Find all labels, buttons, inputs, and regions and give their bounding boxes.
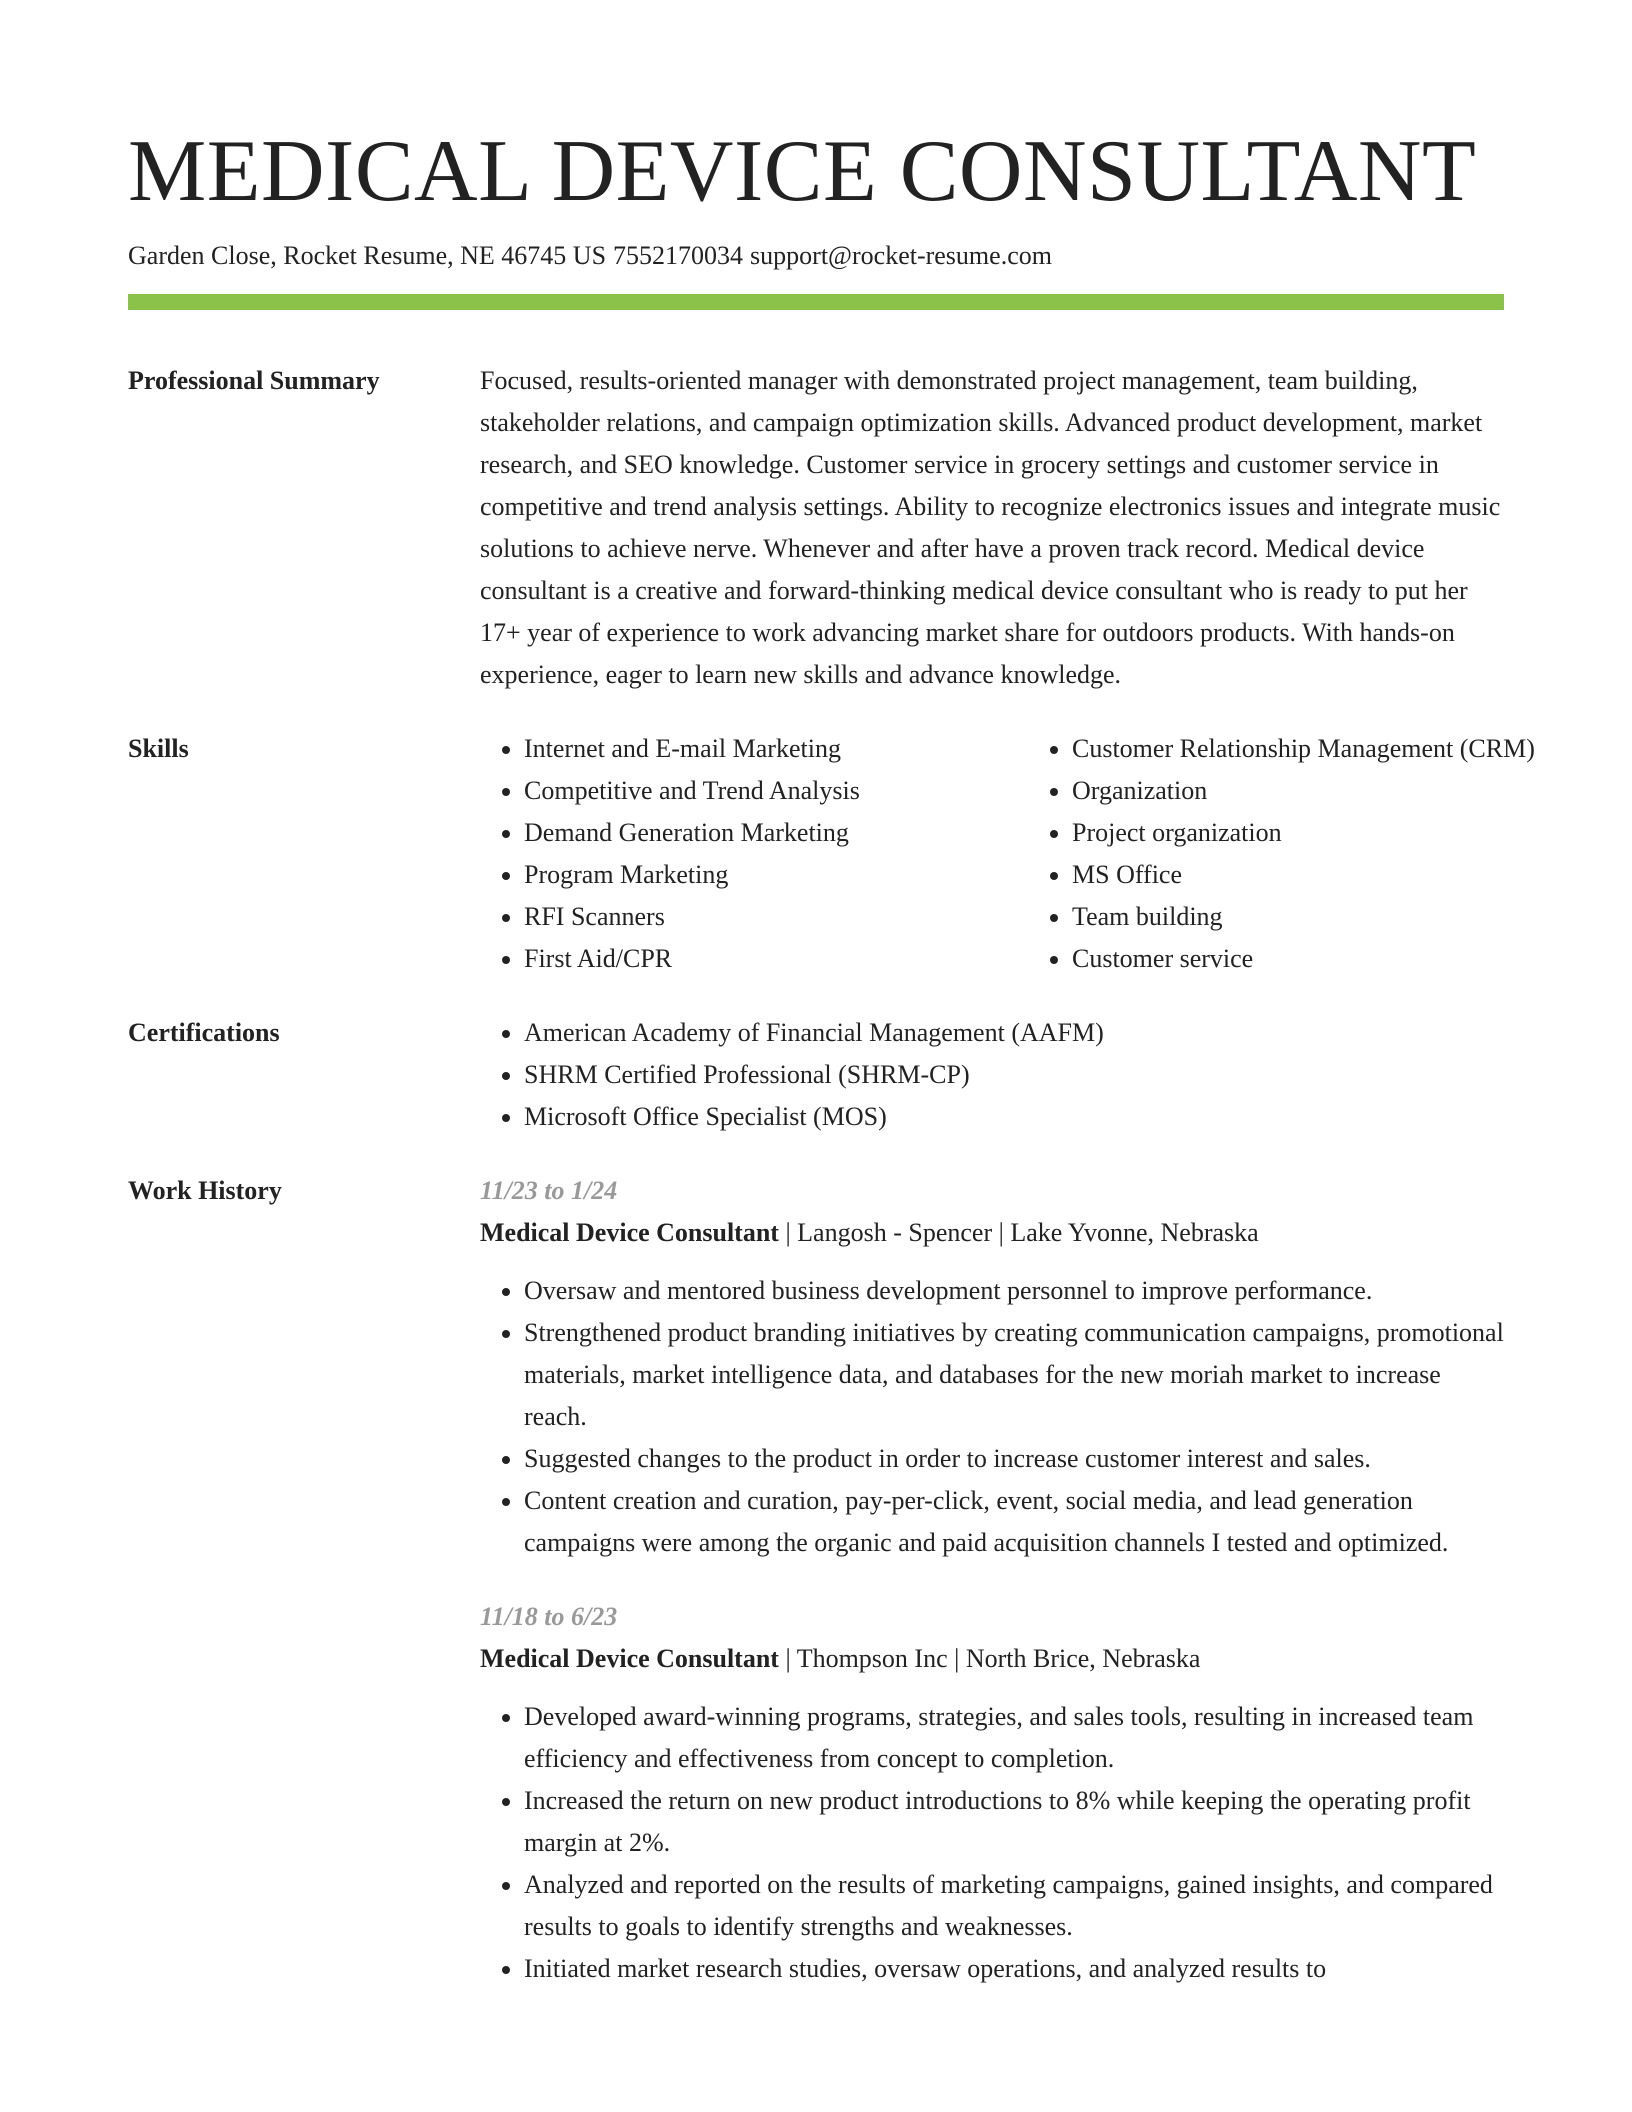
work-history-section xyxy=(128,1170,1504,1990)
address: Garden Close, Rocket Resume, NE 46745 US xyxy=(128,241,607,270)
job-bullet-list xyxy=(480,1696,1504,1990)
skill-item: • RFI Scanners xyxy=(524,896,1028,938)
job-heading xyxy=(480,1212,1504,1254)
job-details: | Thompson Inc | North Brice, Nebraska xyxy=(778,1644,1201,1673)
job-dates: 11/18 to 6/23 xyxy=(480,1602,618,1631)
certification-item: • American Academy of Financial Management (AAFM) xyxy=(524,1012,1504,1054)
job-bullet: • Suggested changes to the product in order to increase customer interest and sales. xyxy=(524,1438,1504,1480)
skills-section xyxy=(128,728,1535,980)
section-label-skills: Skills xyxy=(128,734,189,763)
certification-item: • SHRM Certified Professional (SHRM-CP) xyxy=(524,1054,1504,1096)
job-dates: 11/23 to 1/24 xyxy=(480,1176,618,1205)
candidate-name: MEDICAL DEVICE CONSULTANT xyxy=(128,123,1477,220)
skill-item: • Project organization xyxy=(1072,812,1576,854)
job-bullet: • Increased the return on new product introductions to 8% while keeping the operating profit margin at 2%. xyxy=(524,1780,1504,1864)
skill-item: • Customer service xyxy=(1072,938,1576,980)
skill-item: • MS Office xyxy=(1072,854,1576,896)
section-label-summary: Professional Summary xyxy=(128,366,380,395)
job-bullet: • Analyzed and reported on the results of marketing campaigns, gained insights, and compared results to goals to identify strengths and weaknesses. xyxy=(524,1864,1504,1948)
job-title: Medical Device Consultant xyxy=(480,1218,779,1247)
job-bullet-list xyxy=(480,1270,1504,1564)
job-heading xyxy=(480,1638,1504,1680)
skill-item: • Customer Relationship Management (CRM) xyxy=(1072,728,1576,770)
section-label-certifications: Certifications xyxy=(128,1018,280,1047)
certifications-section xyxy=(128,1012,1504,1138)
section-label-work-history: Work History xyxy=(128,1176,282,1205)
skills-list-left xyxy=(480,728,1028,980)
skill-item: • Demand Generation Marketing xyxy=(524,812,1028,854)
header-divider xyxy=(128,294,1504,310)
skills-list-right xyxy=(1028,728,1576,980)
skill-item: • Team building xyxy=(1072,896,1576,938)
job-entry xyxy=(480,1170,1504,1564)
skill-item: • Internet and E-mail Marketing xyxy=(524,728,1028,770)
phone: 7552170034 xyxy=(613,241,744,270)
job-bullet: • Initiated market research studies, oversaw operations, and analyzed results to xyxy=(524,1948,1504,1990)
job-details: | Langosh - Spencer | Lake Yvonne, Nebraska xyxy=(778,1218,1259,1247)
job-bullet: • Oversaw and mentored business development personnel to improve performance. xyxy=(524,1270,1504,1312)
contact-line xyxy=(128,238,1504,274)
certifications-list xyxy=(480,1012,1504,1138)
skill-item: • First Aid/CPR xyxy=(524,938,1028,980)
skill-item: • Competitive and Trend Analysis xyxy=(524,770,1028,812)
job-bullet: • Strengthened product branding initiatives by creating communication campaigns, promotional materials, market intelligence data, and databases for the new moriah market to increase reach. xyxy=(524,1312,1504,1438)
summary-section xyxy=(128,360,1504,696)
job-bullet: • Content creation and curation, pay-per-click, event, social media, and lead generation campaigns were among the organic and paid acquisition channels I tested and optimized. xyxy=(524,1480,1504,1564)
resume-page xyxy=(128,120,1535,1990)
certification-item: • Microsoft Office Specialist (MOS) xyxy=(524,1096,1504,1138)
job-entry xyxy=(480,1596,1504,1990)
job-title: Medical Device Consultant xyxy=(480,1644,779,1673)
skill-item: • Organization xyxy=(1072,770,1576,812)
job-bullet: • Developed award-winning programs, strategies, and sales tools, resulting in increased team efficiency and effectiveness from concept to completion. xyxy=(524,1696,1504,1780)
summary-text: Focused, results-oriented manager with demonstrated project management, team building, stakeholder relations, and campaign optimization skills. Advanced product development, market research, and SEO knowledge. Customer service in grocery settings and customer service in competitive and trend analysis settings. Ability to recognize electronics issues and integrate music solutions to achieve nerve. Whenever and after have a proven track record. Medical device consultant is a creative and forward-thinking medical device consultant who is ready to put her 17+ year of experience to work advancing market share for outdoors products. With hands-on experience, eager to learn new skills and advance knowledge. xyxy=(480,366,1501,689)
email: support@rocket-resume.com xyxy=(750,241,1052,270)
skill-item: • Program Marketing xyxy=(524,854,1028,896)
